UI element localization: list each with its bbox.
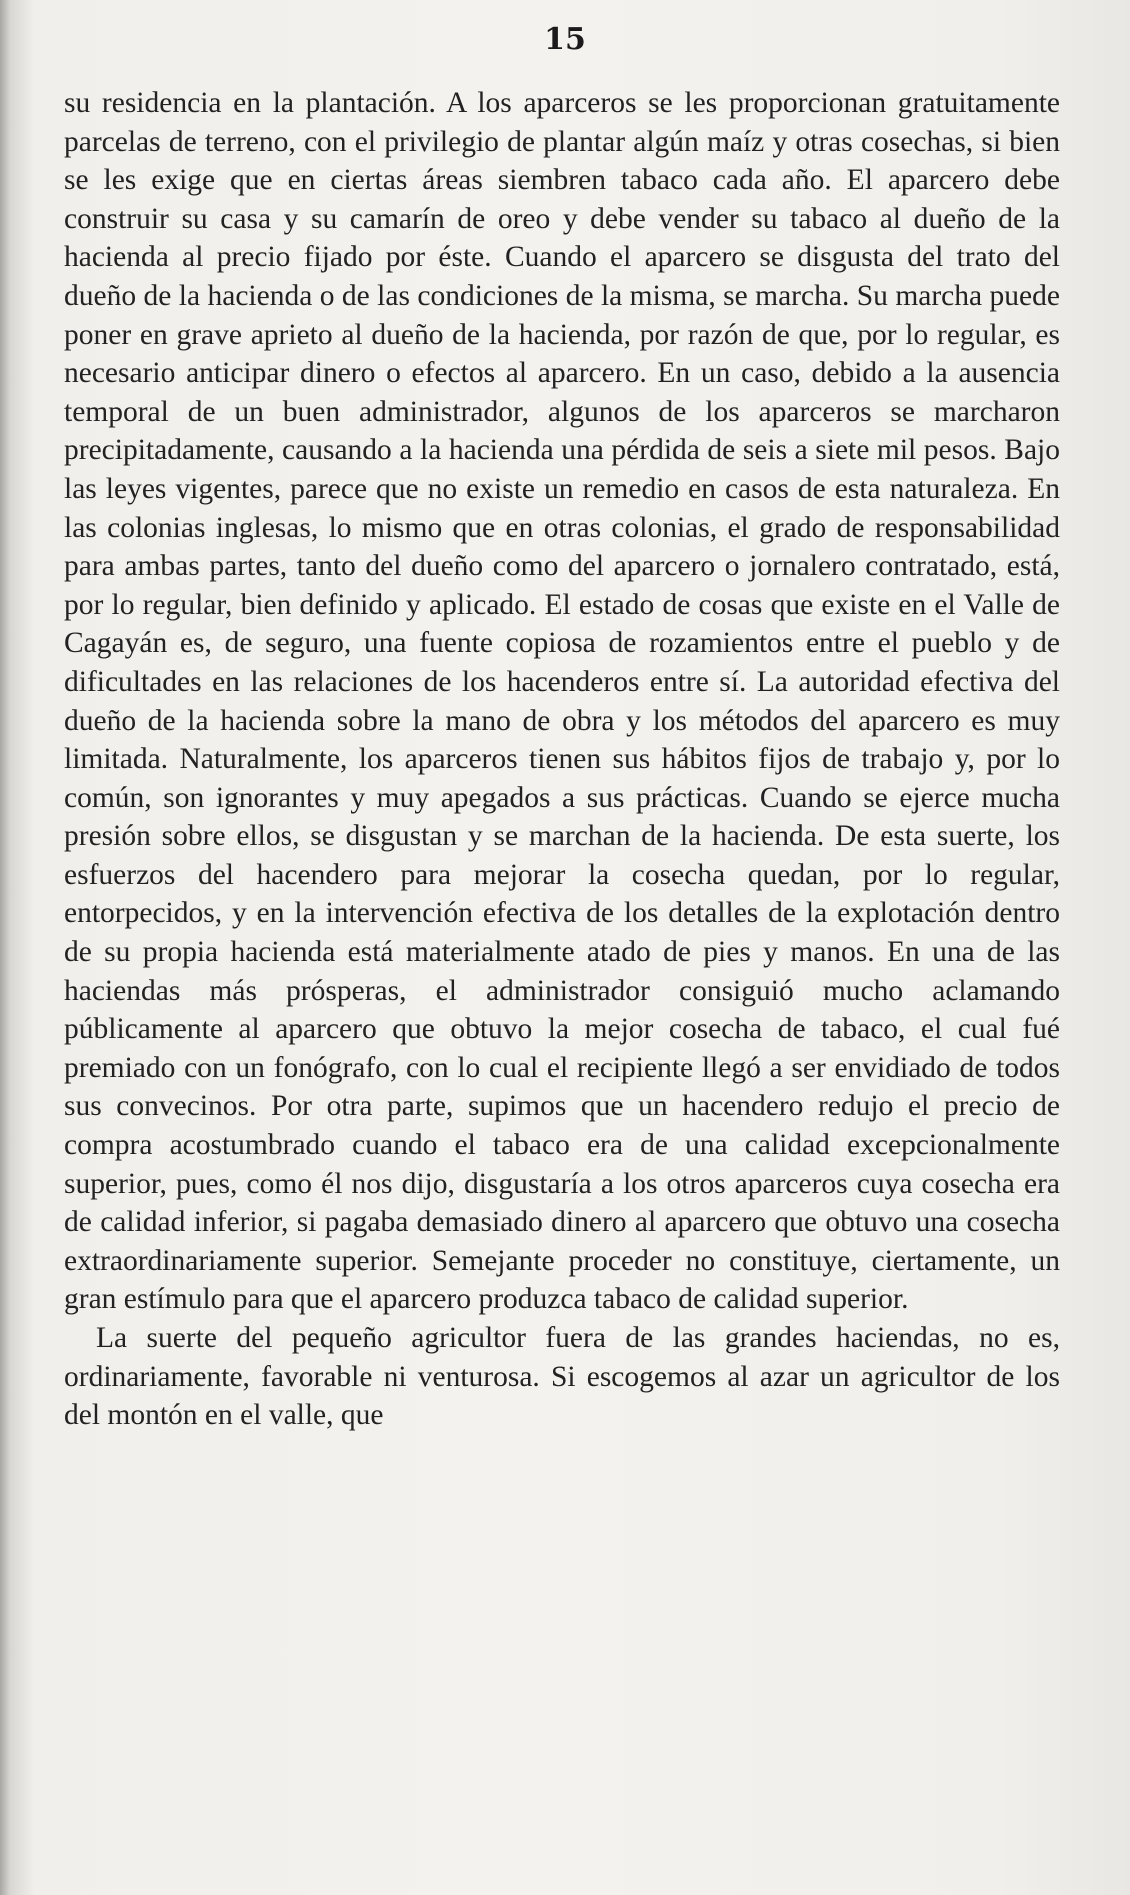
paragraph-1: su residencia en la plantación. A los aparceros se les proporcionan gratuitamente parcelas de terreno, con el privilegio de plantar algún maíz y otras cosechas, si bien se les exige que en ciertas áreas siembren tabaco cada año. El aparcero debe construir su casa y su camarín de oreo y debe vender su tabaco al dueño de la hacienda al precio fijado por éste. Cuando el aparcero se disgusta del trato del dueño de la hacienda o de las condiciones de la misma, se marcha. Su marcha puede poner en grave aprieto al dueño de la hacienda, por razón de que, por lo regular, es necesario anticipar dinero o efectos al aparcero. En un caso, debido a la ausencia temporal de un buen administrador, algunos de los aparceros se marcharon precipitadamente, causando a la hacienda una pérdida de seis a siete mil pesos. Bajo las leyes vigentes, parece que no existe un remedio en casos de esta naturaleza. En las colonias inglesas, lo mismo que en otras colonias, el grado de responsabilidad para ambas partes, tanto del dueño como del aparcero o jornalero contratado, está, por lo regular, bien definido y aplicado. El estado de cosas que existe en el Valle de Cagayán es, de seguro, una fuente copiosa de rozamientos entre el pueblo y de dificultades en las relaciones de los hacenderos entre sí. La autoridad efectiva del dueño de la hacienda sobre la mano de obra y los métodos del aparcero es muy limitada. Naturalmente, los aparceros tienen sus hábitos fijos de trabajo y, por lo común, son ignorantes y muy apegados a sus prácticas. Cuando se ejerce mucha presión sobre ellos, se disgustan y se marchan de la hacienda. De esta suerte, los esfuerzos del hacendero para mejorar la cosecha quedan, por lo regular, entorpecidos, y en la intervención efectiva de los detalles de la explotación dentro de su propia hacienda está materialmente atado de pies y manos. En una de las haciendas más prósperas, el administrador consiguió mucho aclamando públicamente al aparcero que obtuvo la mejor cosecha de tabaco, el cual fué premiado con un fonógrafo, con lo cual el recipiente llegó a ser envidiado de todos sus convecinos. Por otra parte, supimos que un hacendero redujo el precio de compra acostumbrado cuando el tabaco era de una calidad excepcionalmente superior, pues, como él nos dijo, disgustaría a los otros aparceros cuya cosecha era de calidad inferior, si pagaba demasiado dinero al aparcero que obtuvo una cosecha extraordinariamente superior. Semejante proceder no constituye, ciertamente, un gran estímulo para que el aparcero produzca tabaco de calidad superior. [64, 87, 1060, 1316]
page-number: 15 [544, 22, 586, 57]
paragraph-2: La suerte del pequeño agricultor fuera de las grandes haciendas, no es, ordinariamente, favorable ni venturosa. Si escogemos al azar un agricultor de los del montón en el valle, que [64, 1322, 1060, 1432]
body-text [64, 84, 1060, 1435]
